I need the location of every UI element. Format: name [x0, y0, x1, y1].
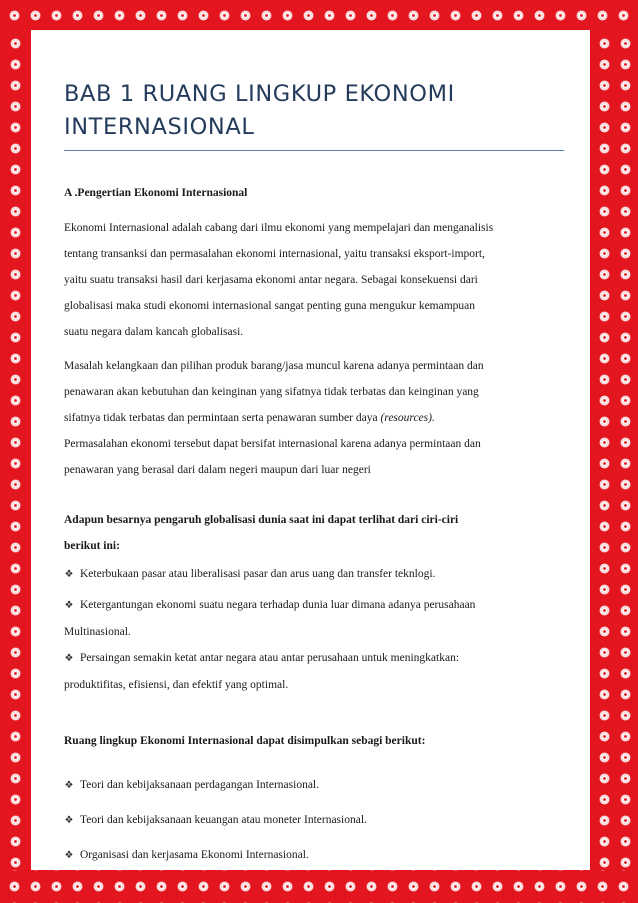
diamond-bullet-icon: ❖ [64, 653, 74, 664]
list-item [64, 842, 564, 869]
section-heading-pengertian: A .Pengertian Ekonomi Internasional [64, 187, 248, 199]
paragraph-text: sifatnya tidak terbatas dan permintaan serta penawaran sumber daya [64, 412, 381, 424]
paragraph-italic-term: (resources). [380, 412, 435, 424]
paragraph-line: globalisasi maka studi ekonomi internasional sangat penting guna mengukur kemampuan [64, 300, 476, 312]
diamond-bullet-icon: ❖ [64, 815, 74, 826]
paragraph-line: Ekonomi Internasional adalah cabang dari ilmu ekonomi yang mempelajari dan menganalisis [64, 222, 494, 234]
page-content [64, 78, 564, 869]
list-item-text: Persaingan semakin ketat antar negara atau antar perusahaan untuk meningkatkan: [80, 652, 460, 664]
paragraph-scarcity [64, 353, 564, 483]
paragraph-line: suatu negara dalam kancah globalisasi. [64, 326, 244, 338]
diamond-bullet-icon: ❖ [64, 780, 74, 791]
list-item-text: Teori dan kebijaksanaan perdagangan Internasional. [80, 779, 319, 791]
list-item-text: Organisasi dan kerjasama Ekonomi Internasional. [80, 849, 309, 861]
decorative-border-bottom [0, 870, 638, 903]
decorative-border-right [590, 30, 638, 870]
paragraph-definition [64, 215, 564, 345]
list-item [64, 772, 564, 799]
paragraph-line: tentang transanksi dan permasalahan ekonomi internasional, yaitu transaksi eksport-import, [64, 248, 485, 260]
ruang-lingkup-list [64, 772, 564, 869]
decorative-border-top [0, 0, 638, 30]
list-item-continuation: produktifitas, efisiensi, dan efektif yang optimal. [64, 679, 289, 691]
decorative-border-left [0, 30, 31, 870]
chapter-title [64, 78, 564, 144]
title-underline [64, 150, 564, 151]
list-item [64, 807, 564, 834]
list-item-text: Teori dan kebijaksanaan keuangan atau moneter Internasional. [80, 814, 367, 826]
chapter-title-line-2: INTERNASIONAL [64, 114, 255, 140]
list-item-text: Ketergantungan ekonomi suatu negara terhadap dunia luar dimana adanya perusahaan [80, 599, 476, 611]
diamond-bullet-icon: ❖ [64, 850, 74, 861]
list-item [64, 592, 564, 619]
ruang-lingkup-heading: Ruang lingkup Ekonomi Internasional dapat disimpulkan sebagi berikut: [64, 735, 426, 747]
list-item [64, 561, 564, 588]
paragraph-line: penawaran yang berasal dari dalam negeri maupun dari luar negeri [64, 464, 371, 476]
paragraph-line: penawaran akan kebutuhan dan keinginan yang sifatnya tidak terbatas dan keinginan yang [64, 386, 479, 398]
bold-heading-line: berikut ini: [64, 540, 120, 552]
ciri-ciri-list [64, 561, 564, 698]
list-item [64, 645, 564, 672]
diamond-bullet-icon: ❖ [64, 600, 74, 611]
globalisasi-heading [64, 507, 564, 559]
list-item-continuation: Multinasional. [64, 626, 131, 638]
list-item-text: Keterbukaan pasar atau liberalisasi pasar dan arus uang dan transfer teknlogi. [80, 568, 436, 580]
paragraph-line: Permasalahan ekonomi tersebut dapat bersifat internasional karena adanya permintaan dan [64, 438, 481, 450]
diamond-bullet-icon: ❖ [64, 569, 74, 580]
paragraph-line [64, 405, 564, 431]
paragraph-line: Masalah kelangkaan dan pilihan produk barang/jasa muncul karena adanya permintaan dan [64, 360, 484, 372]
chapter-title-line-1: BAB 1 RUANG LINGKUP EKONOMI [64, 81, 455, 107]
paragraph-line: yaitu suatu transaksi hasil dari kerjasama ekonomi antar negara. Sebagai konsekuensi dari [64, 274, 478, 286]
bold-heading-line: Adapun besarnya pengaruh globalisasi dunia saat ini dapat terlihat dari ciri-ciri [64, 514, 459, 526]
